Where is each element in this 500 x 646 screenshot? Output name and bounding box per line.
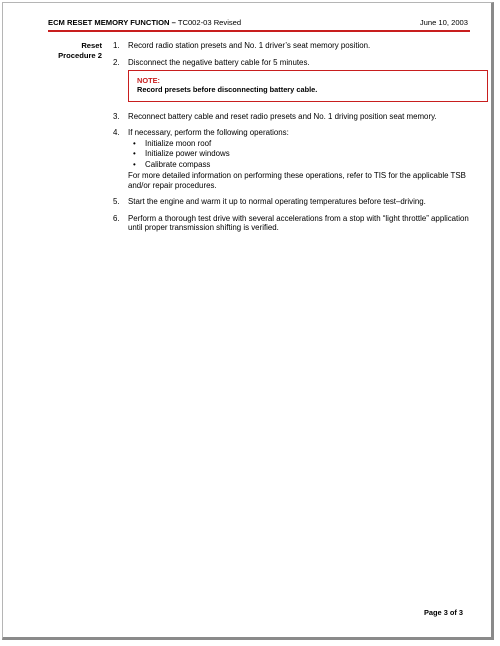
procedure-step-6 xyxy=(111,214,471,233)
section-label-line2: Procedure 2 xyxy=(58,50,102,60)
list-item: • Initialize power windows xyxy=(133,149,230,159)
bullet-icon: • xyxy=(133,149,136,159)
step-text: Record radio station presets and No. 1 driver’s seat memory position. xyxy=(128,41,371,50)
procedure-step-3 xyxy=(111,112,471,122)
header-title: ECM RESET MEMORY FUNCTION – xyxy=(48,18,176,27)
procedure-step-5 xyxy=(111,197,471,207)
step-number: 1. xyxy=(113,41,120,50)
page-header xyxy=(48,16,468,30)
section-label-line1: Reset xyxy=(81,41,102,50)
step-number: 5. xyxy=(113,197,120,207)
operations-list xyxy=(128,139,471,170)
step-text: Disconnect the negative battery cable for 5 minutes. xyxy=(128,57,310,67)
step-number: 6. xyxy=(113,213,120,223)
header-date: June 10, 2003 xyxy=(419,18,468,27)
step-text: Reconnect battery cable and reset radio presets and No. 1 driving position seat memory. xyxy=(128,111,437,121)
step-number: 3. xyxy=(113,111,120,121)
procedure-step-1 xyxy=(111,41,471,51)
header-bulletin-id: TC002-03 Revised xyxy=(175,18,242,27)
step-4-followup-text: For more detailed information on performing these operations, refer to TIS for the applicable TSB and/or repair procedures. xyxy=(128,171,466,190)
header-divider xyxy=(48,30,470,32)
step-number: 2. xyxy=(113,57,120,67)
step-text: Perform a thorough test drive with several accelerations from a stop with “light throttle” application until proper transmission shifting is verified. xyxy=(128,213,469,233)
list-item: • Initialize moon roof xyxy=(133,138,212,148)
step-text: If necessary, perform the following operations: xyxy=(128,128,289,138)
bullet-icon: • xyxy=(133,159,136,169)
procedure-step-4 xyxy=(111,128,471,190)
bullet-icon: • xyxy=(133,138,136,148)
step-number: 4. xyxy=(113,128,120,138)
list-item: • Calibrate compass xyxy=(133,159,211,169)
note-label: NOTE: xyxy=(137,76,160,86)
procedure-step-2 xyxy=(111,58,471,102)
section-label xyxy=(38,41,102,60)
step-text: Start the engine and warm it up to normal operating temperatures before test–driving. xyxy=(128,197,426,207)
procedure-content xyxy=(111,41,471,240)
note-text: Record presets before disconnecting battery cable. xyxy=(137,85,318,95)
page-number: Page 3 of 3 xyxy=(424,608,464,617)
note-box xyxy=(128,70,488,101)
